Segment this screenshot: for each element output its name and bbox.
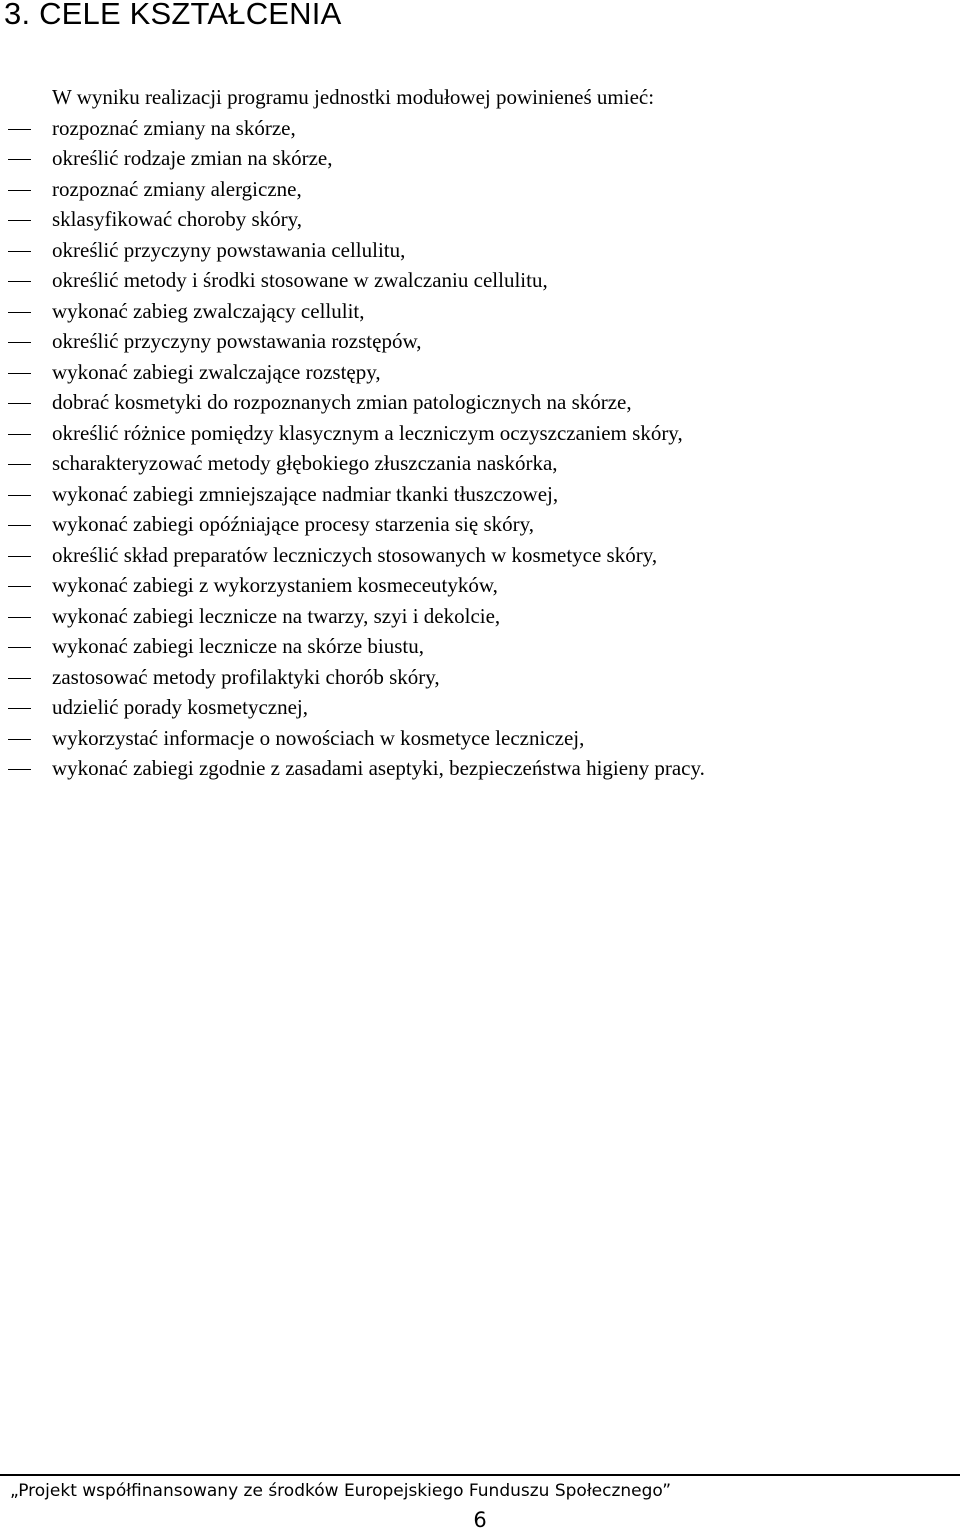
dash-bullet-icon <box>8 129 31 130</box>
dash-bullet-icon <box>8 373 31 374</box>
goal-text: wykonać zabiegi z wykorzystaniem kosmeceutyków, <box>52 573 498 597</box>
dash-bullet-icon <box>8 464 31 465</box>
dash-bullet-icon <box>8 739 31 740</box>
dash-bullet-icon <box>8 403 31 404</box>
dash-bullet-icon <box>8 769 31 770</box>
goal-text: scharakteryzować metody głębokiego złuszczania naskórka, <box>52 451 558 475</box>
dash-bullet-icon <box>8 586 31 587</box>
dash-bullet-icon <box>8 281 31 282</box>
goal-text: wykonać zabiegi zgodnie z zasadami aseptyki, bezpieczeństwa higieny pracy. <box>52 756 705 780</box>
dash-bullet-icon <box>8 708 31 709</box>
dash-bullet-icon <box>8 251 31 252</box>
goal-text: wykonać zabiegi zmniejszające nadmiar tkanki tłuszczowej, <box>52 481 559 506</box>
goal-text: sklasyfikować choroby skóry, <box>52 207 303 231</box>
goal-text: określić metody i środki stosowane w zwalczaniu cellulitu, <box>52 268 548 292</box>
goal-text: określić rodzaje zmian na skórze, <box>52 146 333 170</box>
dash-bullet-icon <box>8 678 31 679</box>
footer-divider <box>0 1474 960 1476</box>
goal-text: wykonać zabiegi lecznicze na skórze biustu, <box>52 634 425 658</box>
intro-text: W wyniku realizacji programu jednostki modułowej powinieneś umieć: <box>52 85 655 109</box>
goal-text: określić różnice pomiędzy klasycznym a leczniczym oczyszczaniem skóry, <box>52 420 683 445</box>
goal-text: wykorzystać informacje o nowościach w kosmetyce leczniczej, <box>52 725 585 750</box>
dash-bullet-icon <box>8 190 31 191</box>
goal-text: wykonać zabiegi opóźniające procesy starzenia się skóry, <box>52 512 535 536</box>
goal-text: określić skład preparatów leczniczych stosowanych w kosmetyce skóry, <box>52 542 658 567</box>
dash-bullet-icon <box>8 312 31 313</box>
goal-text: wykonać zabieg zwalczający cellulit, <box>52 298 365 323</box>
goal-text: wykonać zabiegi lecznicze na twarzy, szyi i dekolcie, <box>52 603 501 628</box>
dash-bullet-icon <box>8 342 31 343</box>
goal-text: określić przyczyny powstawania cellulitu, <box>52 237 406 262</box>
dash-bullet-icon <box>8 434 31 435</box>
section-heading: 3. CELE KSZTAŁCENIA <box>4 0 342 31</box>
dash-bullet-icon <box>8 495 31 496</box>
dash-bullet-icon <box>8 220 31 221</box>
dash-bullet-icon <box>8 159 31 160</box>
goal-text: udzielić porady kosmetycznej, <box>52 695 308 719</box>
goal-text: rozpoznać zmiany alergiczne, <box>52 176 302 201</box>
goal-text: określić przyczyny powstawania rozstępów, <box>52 329 422 353</box>
goal-text: rozpoznać zmiany na skórze, <box>52 115 296 140</box>
dash-bullet-icon <box>8 647 31 648</box>
dash-bullet-icon <box>8 617 31 618</box>
footer-funding-note: „Projekt współfinansowany ze środków Europejskiego Funduszu Społecznego” <box>10 1481 672 1501</box>
goal-text: zastosować metody profilaktyki chorób skóry, <box>52 664 440 689</box>
dash-bullet-icon <box>8 556 31 557</box>
page-number: 6 <box>473 1508 487 1532</box>
dash-bullet-icon <box>8 525 31 526</box>
goal-text: wykonać zabiegi zwalczające rozstępy, <box>52 359 381 384</box>
goal-text: dobrać kosmetyki do rozpoznanych zmian patologicznych na skórze, <box>52 390 632 414</box>
